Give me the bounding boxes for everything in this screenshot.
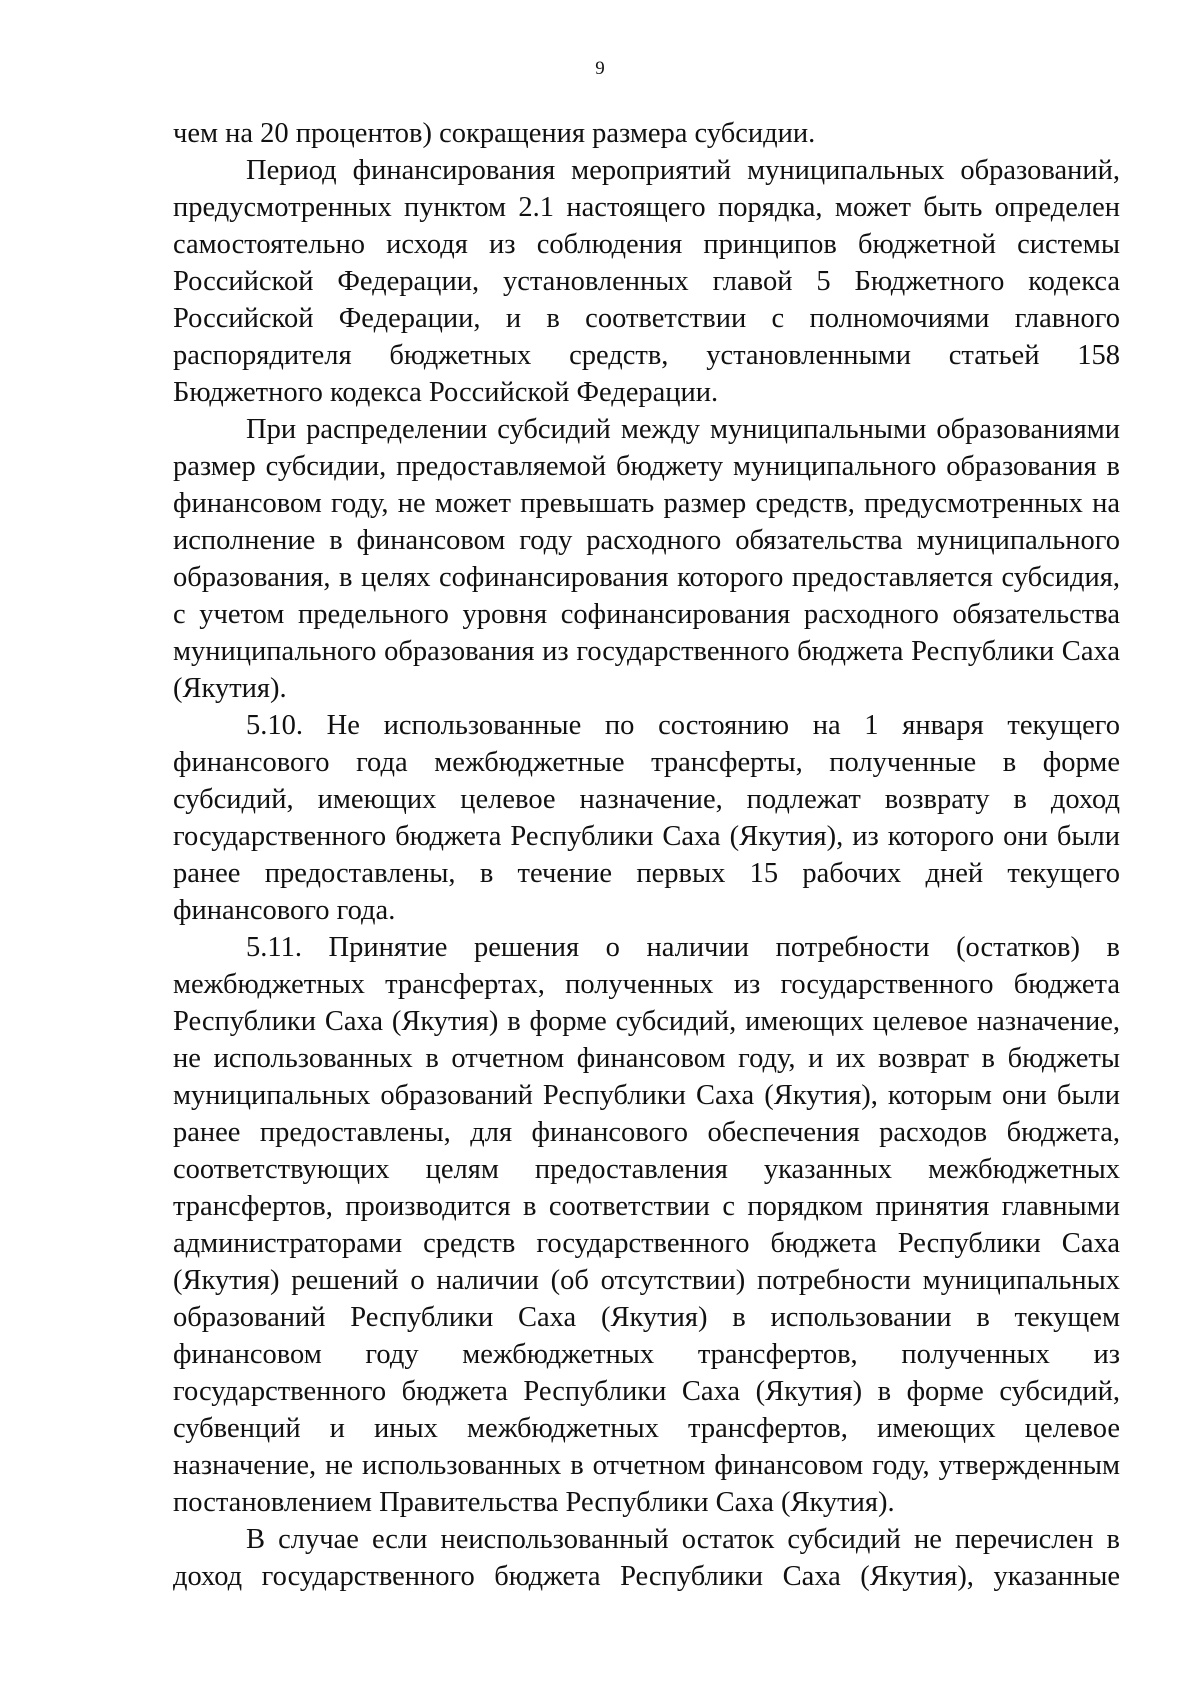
document-body bbox=[173, 115, 1120, 1595]
paragraph-subsidy-distribution: При распределении субсидий между муниципальными образованиями размер субсидии, предоставляемой бюджету муниципального образования в финансовом году, не может превышать размер средств, предусмотренных на исполнение в финансовом году расходного обязательства муниципального образования, в целях софинансирования которого предоставляется субсидия, с учетом предельного уровня софинансирования расходного обязательства муниципального образования из государственного бюджета Республики Саха (Якутия). bbox=[173, 414, 1120, 704]
page-number: 9 bbox=[595, 58, 605, 79]
paragraph-5-10: 5.10. Не использованные по состоянию на 1 января текущего финансового года межбюджетные трансферты, полученные в форме субсидий, имеющих целевое назначение, подлежат возврату в доход государственного бюджета Республики Саха (Якутия), из которого они были ранее предоставлены, в течение первых 15 рабочих дней текущего финансового года. bbox=[173, 710, 1120, 926]
paragraph-unused-balance: В случае если неиспользованный остаток субсидий не перечислен в доход государственного бюджета Республики Саха (Якутия), указанные bbox=[173, 1524, 1120, 1592]
paragraph-continuation: чем на 20 процентов) сокращения размера субсидии. bbox=[173, 118, 816, 149]
paragraph-financing-period: Период финансирования мероприятий муниципальных образований, предусмотренных пунктом 2.1 настоящего порядка, может быть определен самостоятельно исходя из соблюдения принципов бюджетной системы Российской Федерации, установленных главой 5 Бюджетного кодекса Российской Федерации, и в соответствии с полномочиями главного распорядителя бюджетных средств, установленными статьей 158 Бюджетного кодекса Российской Федерации. bbox=[173, 155, 1120, 408]
paragraph-5-11: 5.11. Принятие решения о наличии потребности (остатков) в межбюджетных трансфертах, полученных из государственного бюджета Республики Саха (Якутия) в форме субсидий, имеющих целевое назначение, не использованных в отчетном финансовом году, и их возврат в бюджеты муниципальных образований Республики Саха (Якутия), которым они были ранее предоставлены, для финансового обеспечения расходов бюджета, соответствующих целям предоставления указанных межбюджетных трансфертов, производится в соответствии с порядком принятия главными администраторами средств государственного бюджета Республики Саха (Якутия) решений о наличии (об отсутствии) потребности муниципальных образований Республики Саха (Якутия) в использовании в текущем финансовом году межбюджетных трансфертов, полученных из государственного бюджета Республики Саха (Якутия) в форме субсидий, субвенций и иных межбюджетных трансфертов, имеющих целевое назначение, не использованных в отчетном финансовом году, утвержденным постановлением Правительства Республики Саха (Якутия). bbox=[173, 932, 1120, 1518]
